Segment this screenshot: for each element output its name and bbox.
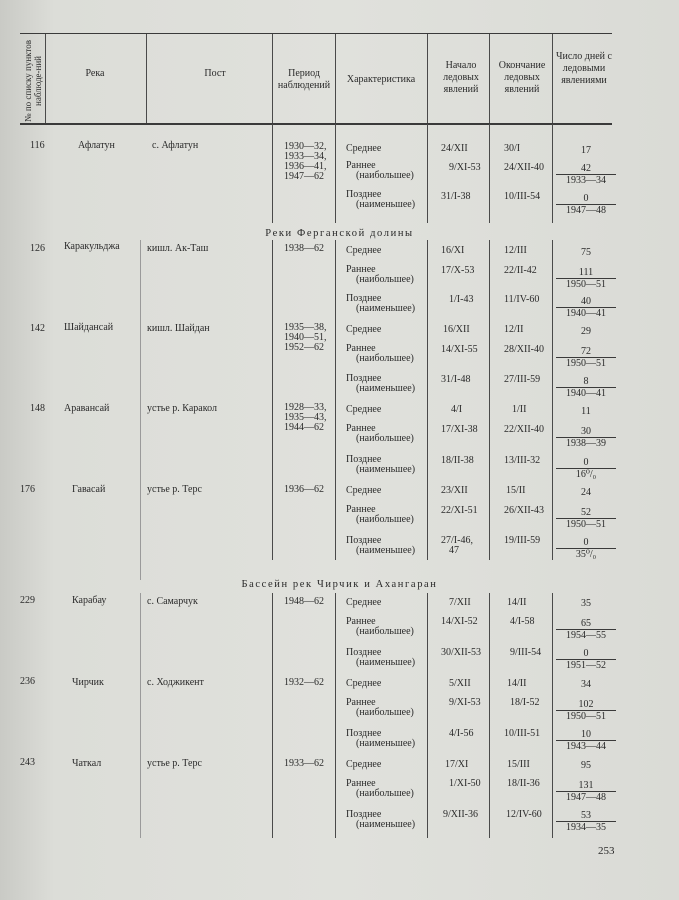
start-date: 22/XI-51 (441, 505, 478, 516)
end-date: 12/IV-60 (506, 809, 542, 820)
days-count: 29 (581, 326, 591, 337)
end-date: 11/IV-60 (504, 294, 540, 305)
days-count: 34 (581, 679, 591, 690)
characteristic: Среднее (346, 597, 382, 608)
characteristic: Раннее (346, 504, 376, 515)
header-col-river: Река (85, 68, 105, 79)
characteristic: Позднее (346, 189, 382, 200)
page-number: 253 (598, 845, 615, 857)
characteristic: Раннее (346, 423, 376, 434)
post-name: с. Ходжикент (147, 677, 204, 688)
station-number: 116 (30, 140, 45, 151)
days-count: 30 (581, 426, 591, 437)
characteristic: Позднее (346, 809, 382, 820)
days-count: 0 (583, 537, 589, 548)
header-col-post: Пост (204, 68, 226, 79)
body-divider (489, 240, 490, 560)
characteristic: Позднее (346, 293, 382, 304)
end-date: 22/XII-40 (504, 424, 544, 435)
post-name: устье р. Каракол (147, 403, 217, 414)
station-number: 142 (30, 323, 45, 334)
body-divider (140, 593, 141, 838)
characteristic: Раннее (346, 697, 376, 708)
days-year: 1951—52 (556, 659, 616, 671)
body-divider (552, 240, 553, 560)
days-count: 131 (578, 780, 594, 791)
days-year: 1943—44 (556, 740, 616, 752)
days-count: 72 (581, 346, 591, 357)
days-count: 53 (581, 810, 591, 821)
days-count: 0 (583, 193, 589, 204)
end-date: 18/I-52 (510, 697, 540, 708)
river-name: Аравансай (64, 403, 110, 414)
characteristic-qualifier: (наибольшее) (356, 707, 414, 718)
header-bottom-rule (20, 123, 612, 125)
start-date: 7/XII (449, 597, 471, 608)
river-name: Чирчик (72, 677, 104, 688)
characteristic-qualifier: (наибольшее) (356, 433, 414, 444)
characteristic-qualifier: (наименьшее) (356, 464, 416, 475)
days-count: 111 (578, 267, 594, 278)
body-divider (272, 593, 273, 838)
days-count: 40 (581, 296, 591, 307)
days-year: 1940—41 (556, 387, 616, 399)
start-date: 5/XII (449, 678, 471, 689)
characteristic-qualifier: (наименьшее) (356, 383, 416, 394)
days-count: 65 (581, 618, 591, 629)
start-date: 23/XII (441, 485, 468, 496)
days-count: 0 (583, 648, 589, 659)
days-count: 75 (581, 247, 591, 258)
body-divider (335, 124, 336, 223)
body-divider (140, 240, 141, 580)
characteristic-qualifier: (наименьшее) (356, 819, 416, 830)
station-number: 126 (30, 243, 45, 254)
period-line: 1947—62 (284, 171, 324, 182)
body-divider (427, 124, 428, 223)
start-date: 16/XII (443, 324, 470, 335)
body-divider (272, 240, 273, 560)
start-date: 17/X-53 (441, 265, 475, 276)
days-year: 1947—48 (556, 204, 616, 216)
header-col-end: Окончание ледовых явлений (498, 60, 546, 95)
characteristic: Среднее (346, 143, 382, 154)
period-line: 1938—62 (284, 243, 324, 254)
start-date: 17/XI-38 (441, 424, 478, 435)
characteristic: Среднее (346, 245, 382, 256)
end-date: 15/III (507, 759, 530, 770)
start-date: 16/XI (441, 245, 465, 256)
days-year: 1940—41 (556, 307, 616, 319)
end-date: 12/III (504, 245, 527, 256)
start-date: 27/I-46, (441, 535, 473, 546)
characteristic: Позднее (346, 535, 382, 546)
body-divider (272, 124, 273, 223)
section-title: Бассейн рек Чирчик и Ахангаран (241, 579, 438, 590)
days-count: 24 (581, 487, 591, 498)
header-col-days: Число дней с ледовыми явлениями (556, 51, 612, 86)
days-year: 1950—51 (556, 518, 616, 530)
section-title: Реки Ферганской долины (265, 228, 414, 239)
start-date: 17/XI (445, 759, 469, 770)
station-number: 176 (20, 484, 35, 495)
end-date: 1/II (512, 404, 527, 415)
characteristic-qualifier: (наименьшее) (356, 303, 416, 314)
header-col-char: Характеристика (346, 74, 416, 85)
start-date: 4/I-56 (449, 728, 474, 739)
body-divider (552, 124, 553, 223)
start-date: 4/I (451, 404, 463, 415)
table-top-rule (20, 33, 612, 34)
end-date: 12/II (504, 324, 524, 335)
period-line: 1936—41, (284, 161, 327, 172)
characteristic-qualifier: (наименьшее) (356, 545, 416, 556)
river-name: Гавасай (72, 484, 106, 495)
post-name: устье р. Терс (147, 484, 202, 495)
header-divider (45, 34, 46, 123)
end-date: 19/III-59 (504, 535, 541, 546)
characteristic: Позднее (346, 728, 382, 739)
days-year: 1950—51 (556, 710, 616, 722)
start-date: 31/I-48 (441, 374, 471, 385)
end-date: 22/II-42 (504, 265, 537, 276)
period-line: 1932—62 (284, 677, 324, 688)
end-date: 9/III-54 (510, 647, 542, 658)
header-divider (427, 34, 428, 123)
start-date: 1/XI-50 (449, 778, 481, 789)
characteristic-qualifier: (наибольшее) (356, 170, 414, 181)
body-divider (489, 593, 490, 838)
post-name: с. Самарчук (147, 596, 198, 607)
days-count: 35 (581, 598, 591, 609)
station-number: 243 (20, 757, 35, 768)
end-date: 4/I-58 (510, 616, 535, 627)
days-year: 16⁰/₀ (556, 468, 616, 480)
period-line: 1935—43, (284, 412, 327, 423)
start-date: 1/I-43 (449, 294, 474, 305)
end-date: 27/III-59 (504, 374, 541, 385)
characteristic-qualifier: (наибольшее) (356, 788, 414, 799)
start-date: 24/XII (441, 143, 468, 154)
days-count: 8 (583, 376, 589, 387)
days-count: 95 (581, 760, 591, 771)
header-col-start: Начало ледовых явлений (443, 60, 479, 95)
body-divider (335, 593, 336, 838)
days-year: 1947—48 (556, 791, 616, 803)
characteristic: Раннее (346, 264, 376, 275)
days-year: 1938—39 (556, 437, 616, 449)
days-count: 52 (581, 507, 591, 518)
start-date: 14/XI-55 (441, 344, 478, 355)
body-divider (427, 593, 428, 838)
days-count: 102 (578, 699, 594, 710)
river-name: Каракульджа (64, 241, 120, 252)
river-name: Шайдансай (64, 322, 114, 333)
characteristic: Позднее (346, 373, 382, 384)
end-date: 14/II (507, 597, 527, 608)
start-date: 31/I-38 (441, 191, 471, 202)
header-col-period: Период наблюдений (277, 68, 331, 91)
period-line: 1928—33, (284, 402, 327, 413)
body-divider (335, 240, 336, 560)
characteristic-qualifier: (наибольшее) (356, 514, 414, 525)
characteristic-qualifier: (наименьшее) (356, 199, 416, 210)
characteristic: Раннее (346, 616, 376, 627)
days-count: 10 (581, 729, 591, 740)
characteristic: Раннее (346, 778, 376, 789)
end-date: 18/II-36 (507, 778, 540, 789)
days-year: 1954—55 (556, 629, 616, 641)
period-line: 1952—62 (284, 342, 324, 353)
days-year: 1950—51 (556, 278, 616, 290)
period-line: 1948—62 (284, 596, 324, 607)
characteristic: Среднее (346, 485, 382, 496)
body-divider (489, 124, 490, 223)
river-name: Карабау (72, 595, 107, 606)
end-date: 13/III-32 (504, 455, 541, 466)
characteristic-qualifier: (наибольшее) (356, 353, 414, 364)
end-date: 30/I (504, 143, 521, 154)
days-count: 42 (581, 163, 591, 174)
end-date: 10/III-51 (504, 728, 541, 739)
body-divider (427, 240, 428, 560)
start-date: 14/XI-52 (441, 616, 478, 627)
post-name: устье р. Терс (147, 758, 202, 769)
days-count: 0 (583, 457, 589, 468)
station-number: 229 (20, 595, 35, 606)
period-line: 1935—38, (284, 322, 327, 333)
period-line: 1940—51, (284, 332, 327, 343)
days-year: 1933—34 (556, 174, 616, 186)
start-date: 30/XII-53 (441, 647, 481, 658)
characteristic: Среднее (346, 759, 382, 770)
characteristic-qualifier: (наибольшее) (356, 274, 414, 285)
header-col-no: № по списку пунктов наблюде-ний (23, 40, 43, 122)
post-name: кишл. Шайдан (147, 323, 210, 334)
start-date: 9/XI-53 (449, 697, 481, 708)
start-date: 9/XII-36 (443, 809, 478, 820)
period-line: 1930—32, (284, 141, 327, 152)
end-date: 10/III-54 (504, 191, 541, 202)
period-line: 1933—62 (284, 758, 324, 769)
characteristic: Среднее (346, 404, 382, 415)
period-line: 1936—62 (284, 484, 324, 495)
characteristic: Раннее (346, 160, 376, 171)
station-number: 236 (20, 676, 35, 687)
characteristic: Позднее (346, 647, 382, 658)
period-line: 1933—34, (284, 151, 327, 162)
station-number: 148 (30, 403, 45, 414)
days-count: 11 (581, 406, 591, 417)
characteristic: Среднее (346, 324, 382, 335)
days-count: 17 (581, 145, 591, 156)
river-name: Афлатун (78, 140, 115, 151)
start-date-cont: 47 (449, 545, 459, 556)
end-date: 26/XII-43 (504, 505, 544, 516)
end-date: 28/XII-40 (504, 344, 544, 355)
days-year: 1934—35 (556, 821, 616, 833)
post-name: с. Афлатун (152, 140, 199, 151)
body-divider (552, 593, 553, 838)
characteristic: Среднее (346, 678, 382, 689)
characteristic-qualifier: (наименьшее) (356, 657, 416, 668)
characteristic-qualifier: (наибольшее) (356, 626, 414, 637)
end-date: 15/II (506, 485, 526, 496)
period-line: 1944—62 (284, 422, 324, 433)
days-year: 1950—51 (556, 357, 616, 369)
river-name: Чаткал (72, 758, 102, 769)
characteristic: Позднее (346, 454, 382, 465)
post-name: кишл. Ак-Таш (147, 243, 209, 254)
characteristic-qualifier: (наименьшее) (356, 738, 416, 749)
characteristic: Раннее (346, 343, 376, 354)
days-year: 35⁰/₀ (556, 548, 616, 560)
end-date: 24/XII-40 (504, 162, 544, 173)
header-divider (146, 34, 147, 123)
start-date: 9/XI-53 (449, 162, 481, 173)
start-date: 18/II-38 (441, 455, 474, 466)
end-date: 14/II (507, 678, 527, 689)
